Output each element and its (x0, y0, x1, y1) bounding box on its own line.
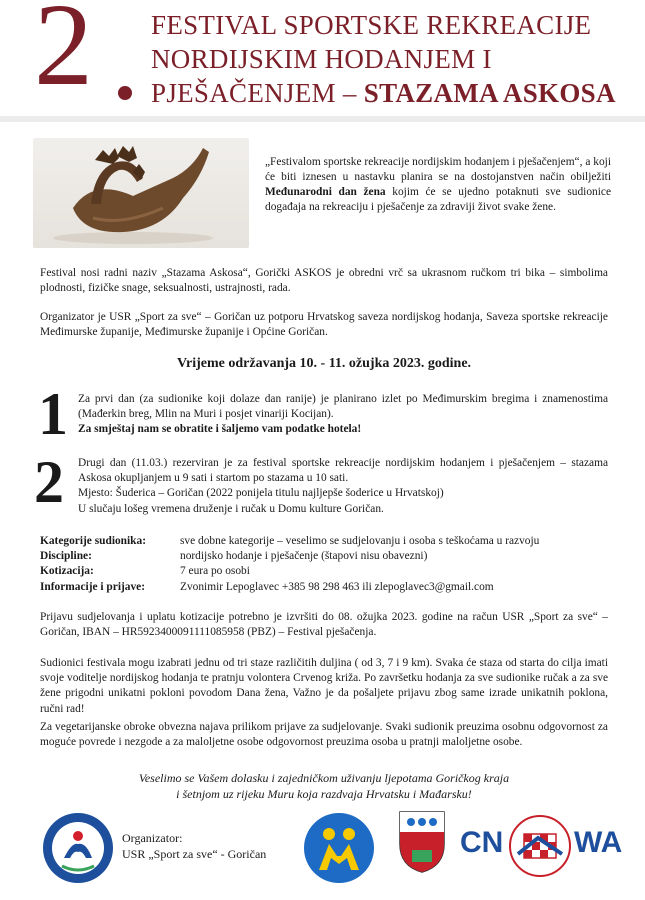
festival-name-paragraph: Festival nosi radni naziv „Stazama Askosa“, Gorički ASKOS je obredni vrč sa ukrasnom ručkom tri bika – simbolima plodnosti, fizičke snage, seksualnosti, ustrajnosti, rada. (40, 267, 608, 295)
sports-federation-logo (303, 812, 375, 884)
title-line-3 (151, 76, 631, 110)
info-value: 7 eura po osobi (180, 565, 250, 578)
coat-of-arms-icon (398, 810, 446, 874)
day-2-line-3: U slučaju lošeg vremena druženje i ručak u Domu kulture Goričan. (78, 502, 384, 515)
closing-text (60, 770, 588, 802)
intro-part-2: kojim će se ujedno potaknuti sve sudionice događaja na rekreaciju i pješačenje za zdraviji život svake žene. (265, 186, 612, 213)
closing-line-1: Veselimo se Vašem dolasku i zajedničkom uživanju ljepotama Goričkog kraja (138, 771, 510, 785)
day-1-desc: Za prvi dan (za sudionike koji dolaze dan ranije) je planirano izlet po Međimurskim bregima i znamenostima (Mađerkin breg, Mlin na Muri i posjet vinariji Kocijan). (78, 393, 608, 421)
gorican-coat-of-arms (398, 810, 446, 874)
info-key: Kotizacija: (40, 565, 94, 578)
intro-text (265, 155, 611, 215)
askos-vessel-photo (33, 138, 249, 248)
sport-za-sve-badge-icon (42, 812, 114, 884)
title-line-1: FESTIVAL SPORTSKE REKREACIJE (151, 10, 592, 40)
header-divider (0, 116, 645, 122)
info-value: Zvonimir Lepoglavec +385 98 298 463 ili zlepoglavec3@gmail.com (180, 580, 494, 593)
header (0, 0, 645, 120)
info-key: Kategorije sudionika: (40, 535, 146, 547)
info-table (40, 534, 610, 595)
day-1-number: 1 (38, 381, 68, 447)
day-2-line-1: Drugi dan (11.03.) rezerviran je za festival sportske rekreacije nordijskim hodanjem i pješačenjem – stazama Askosa okupljanjem u 9 sati i startom po stazama u 10 sati. (78, 457, 608, 485)
cnwa-text-right: WA (574, 826, 623, 859)
title-line-2: NORDIJSKIM HODANJEM I (151, 44, 492, 74)
cnwa-logo (458, 814, 622, 878)
event-dates: Vrijeme održavanja 10. - 11. ožujka 2023. godine. (176, 356, 472, 371)
info-row (40, 549, 610, 564)
payment-paragraph: Prijavu sudjelovanja i uplatu kotizacije potrebno je izvršiti do 08. ožujka 2023. godine na račun USR „Sport za sve“ – Goričan, IBAN – HR5923400091111085958 (PBZ) – Festival pješačenja. (40, 611, 608, 639)
info-row (40, 580, 610, 595)
info-row (40, 564, 610, 579)
day-1-text (78, 392, 608, 438)
intro-bold: Međunarodni dan žena (265, 186, 386, 198)
usr-sport-za-sve-logo (42, 812, 114, 884)
number-dot (118, 86, 132, 100)
organizer-block (122, 830, 266, 862)
day-2-number: 2 (34, 449, 64, 515)
info-value: sve dobne kategorije – veselimo se sudjelovanju i osoba s teškoćama u razvoju (180, 535, 540, 547)
vegetarian-paragraph: Za vegetarijanske obroke obvezna najava prilikom prijave za sudjelovanje. Svaki sudionik preuzima osobnu odgovornost za moguće povrede i nezgode a za maloljetne osobe odgovornost preuzima osoba u pratnji maloljetne osobe. (40, 721, 608, 749)
organizer-name: USR „Sport za sve“ - Goričan (122, 847, 267, 861)
askos-vessel-icon (33, 138, 249, 248)
day-2-line-2: Mjesto: Šuderica – Goričan (2022 ponijela titulu najljepše šoderice u Hrvatskoj) (78, 487, 444, 500)
routes-paragraph: Sudionici festivala mogu izabrati jednu od tri staze različitih duljina ( od 3, 7 i 9 km). Svaka će staza od starta do cilja imati svoje voditelje nordijskog hodanja te pratnju volontera Crvenog križa. Po završetku hodanja za sve sudionike ručak a za sve žene prigodni unikatni pokloni povodom Dana žena, Važno je da pošaljete prijavu zbog same izrade unikatnih poklona, ručni rad! (40, 657, 608, 715)
info-row (40, 534, 610, 549)
page-title (151, 8, 631, 110)
title-line-3b: STAZAMA ASKOSA (363, 78, 616, 108)
cnwa-text-left: CN (460, 826, 504, 859)
info-key: Informacije i prijave: (40, 580, 146, 593)
sport-figures-icon (303, 812, 375, 884)
organizer-label: Organizator: (122, 831, 183, 845)
day-1-hotel: Za smještaj nam se obratite i šaljemo vam podatke hotela! (78, 423, 362, 436)
day-2-text (78, 456, 608, 517)
closing-line-2: i šetnjom uz rijeku Muru koja razdvaja Hrvatsku i Mađarsku! (176, 787, 472, 801)
info-value: nordijsko hodanje i pješačenje (štapovi nisu obavezni) (180, 550, 428, 563)
title-line-3a: PJEŠAČENJEM – (151, 78, 364, 108)
intro-part-1: „Festivalom sportske rekreacije nordijskim hodanjem i pješačenjem“, a koji će biti iznesen u nastavku planira se na dostojanstven način obilježiti (265, 156, 611, 183)
info-key: Discipline: (40, 550, 92, 563)
festival-number: 2 (34, 0, 93, 110)
organizer-paragraph: Organizator je USR „Sport za sve“ – Goričan uz potporu Hrvatskog saveza nordijskog hodanja, Saveza sportske rekreacije Međimurske županije, Međimurske županije i Općine Goričan. (40, 311, 608, 339)
